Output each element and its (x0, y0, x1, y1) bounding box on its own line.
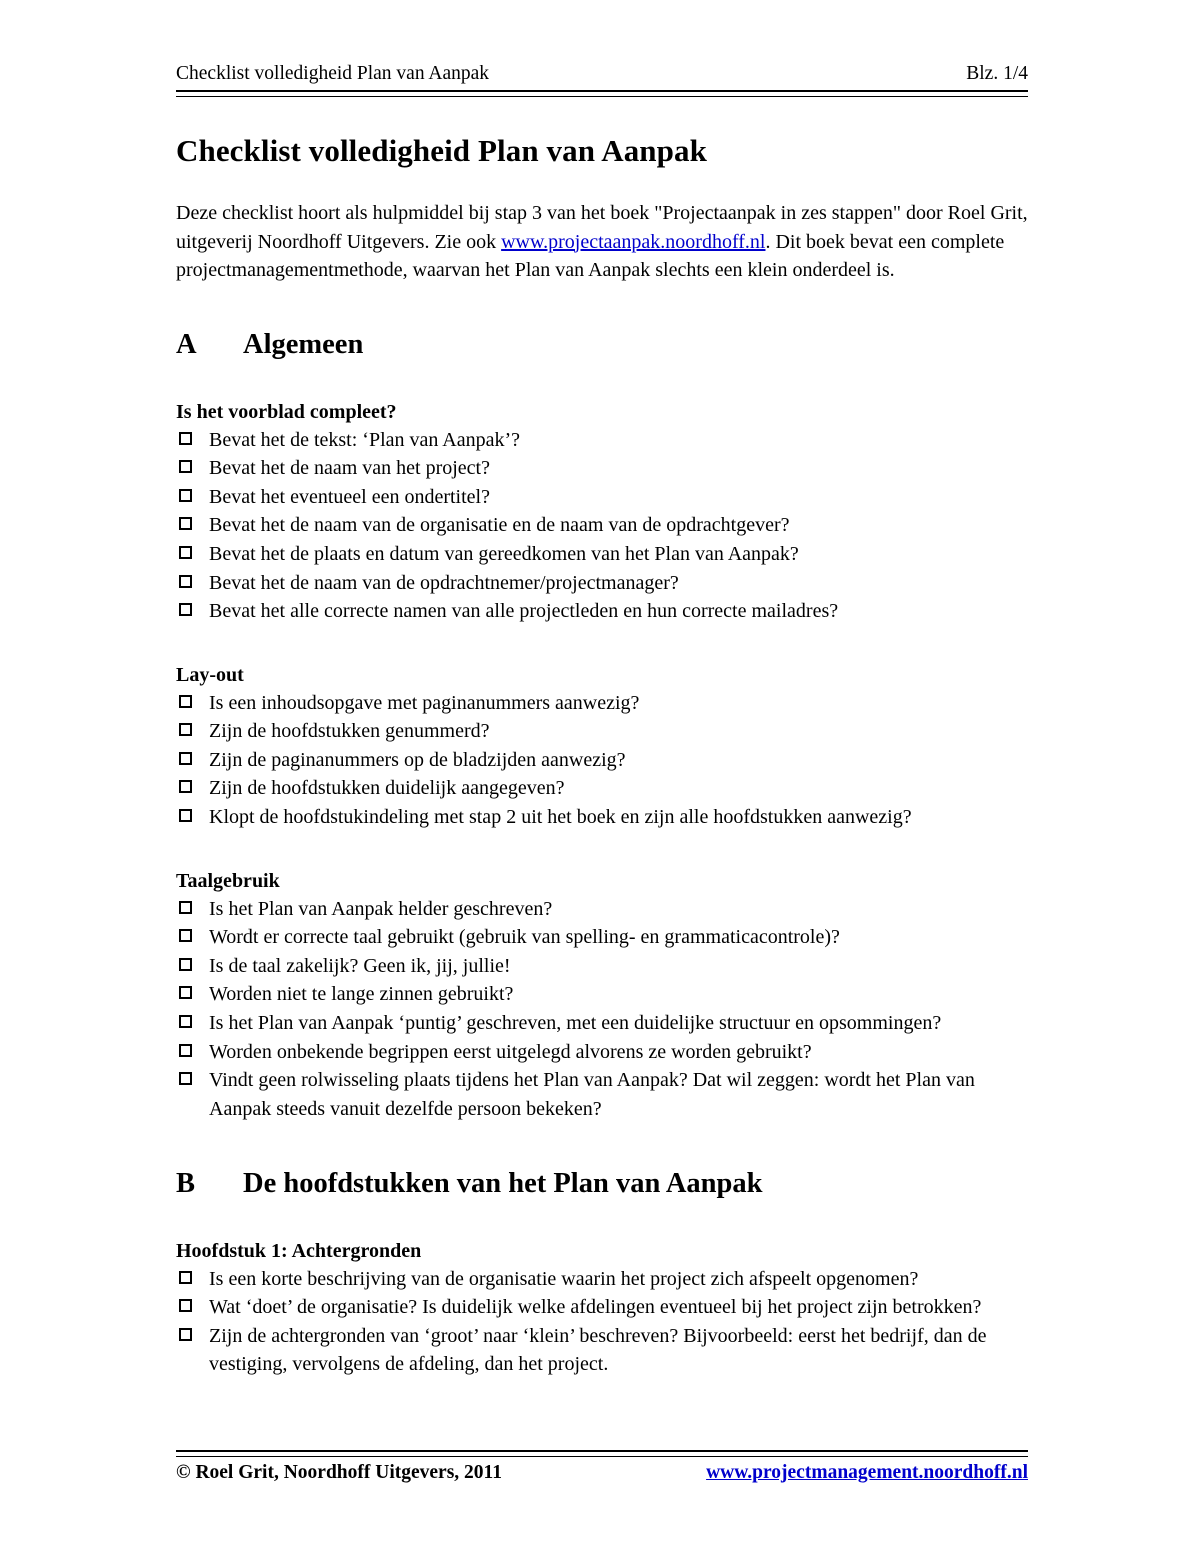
checklist (176, 689, 1028, 832)
checklist (176, 426, 1028, 626)
checklist-item-label: Worden niet te lange zinnen gebruikt? (209, 983, 514, 1006)
checklist-item-label: Zijn de paginanummers op de bladzijden aanwezig? (209, 748, 626, 771)
checkbox-icon[interactable] (179, 432, 192, 445)
checklist-item-label: Is het Plan van Aanpak helder geschreven? (209, 897, 553, 920)
checklist-item-label: Is de taal zakelijk? Geen ik, jij, jullie! (209, 954, 511, 977)
checklist-item-label: Wordt er correcte taal gebruikt (gebruik van spelling- en grammaticacontrole)? (209, 926, 840, 949)
checklist-item[interactable] (176, 1322, 1028, 1379)
checklist-item[interactable] (176, 717, 1028, 746)
footer-copyright: © Roel Grit, Noordhoff Uitgevers, 2011 (176, 1462, 502, 1483)
checklist-item-label: Bevat het de naam van de organisatie en de naam van de opdrachtgever? (209, 514, 790, 537)
checklist-item-label: Is het Plan van Aanpak ‘puntig’ geschreven, met een duidelijke structuur en opsommingen? (209, 1012, 942, 1035)
page-title: Checklist volledigheid Plan van Aanpak (176, 133, 707, 168)
checklist-item[interactable] (176, 540, 1028, 569)
section-heading-a (176, 328, 1028, 362)
checkbox-icon[interactable] (179, 695, 192, 708)
checkbox-icon[interactable] (179, 575, 192, 588)
checklist-item-label: Bevat het alle correcte namen van alle projectleden en hun correcte mailadres? (209, 600, 839, 623)
checklist-item-label: Vindt geen rolwisseling plaats tijdens het Plan van Aanpak? Dat wil zeggen: wordt het Plan van Aanpak steeds vanuit dezelfde persoon bekeken? (209, 1069, 975, 1120)
checklist-item-label: Zijn de hoofdstukken genummerd? (209, 720, 490, 743)
checkbox-icon[interactable] (179, 1015, 192, 1028)
projectaanpak-link[interactable]: www.projectaanpak.noordhoff.nl (501, 230, 766, 253)
checkbox-icon[interactable] (179, 1271, 192, 1284)
checkbox-icon[interactable] (179, 1072, 192, 1085)
section-letter: B (176, 1168, 196, 1200)
checkbox-icon[interactable] (179, 489, 192, 502)
checkbox-icon[interactable] (179, 780, 192, 793)
checklist-item[interactable] (176, 1038, 1028, 1067)
checkbox-icon[interactable] (179, 546, 192, 559)
checklist-item[interactable] (176, 1009, 1028, 1038)
checklist-item-label: Bevat het de naam van het project? (209, 457, 490, 480)
checklist-item[interactable] (176, 1066, 1028, 1123)
checklist-item-label: Bevat het de naam van de opdrachtnemer/projectmanager? (209, 571, 679, 594)
checklist-item[interactable] (176, 597, 1028, 626)
section-name: De hoofdstukken van het Plan van Aanpak (243, 1168, 763, 1200)
checklist (176, 895, 1028, 1124)
checklist-item[interactable] (176, 483, 1028, 512)
checkbox-icon[interactable] (179, 603, 192, 616)
checklist-item-label: Wat ‘doet’ de organisatie? Is duidelijk welke afdelingen eventueel bij het project zijn betrokken? (209, 1296, 982, 1319)
checklist-item[interactable] (176, 1293, 1028, 1322)
checklist-item-label: Zijn de hoofdstukken duidelijk aangegeven? (209, 777, 565, 800)
checklist-item[interactable] (176, 454, 1028, 483)
page-header (176, 62, 1028, 86)
checkbox-icon[interactable] (179, 809, 192, 822)
page-footer (176, 1461, 1028, 1485)
checklist-item[interactable] (176, 952, 1028, 981)
section-name: Algemeen (243, 329, 364, 361)
footer-divider-rule (176, 1450, 1028, 1457)
header-divider-rule (176, 90, 1028, 97)
section-heading-b (176, 1167, 1028, 1201)
checklist-item[interactable] (176, 746, 1028, 775)
checklist-item[interactable] (176, 980, 1028, 1009)
projectmanagement-link[interactable]: www.projectmanagement.noordhoff.nl (706, 1462, 1028, 1483)
intro-text-after-link: . Dit boek bevat een complete projectmanagementmethode, waarvan het Plan van Aanpak slechts een klein onderdeel is. (176, 230, 1005, 281)
checklist-item-label: Klopt de hoofdstukindeling met stap 2 uit het boek en zijn alle hoofdstukken aanwezig? (209, 806, 912, 829)
checkbox-icon[interactable] (179, 752, 192, 765)
checklist-item-label: Is een inhoudsopgave met paginanummers aanwezig? (209, 691, 640, 714)
checklist-group-heading: Lay-out (176, 663, 244, 686)
checklist-item[interactable] (176, 803, 1028, 832)
checklist-item-label: Worden onbekende begrippen eerst uitgelegd alvorens ze worden gebruikt? (209, 1040, 812, 1063)
checkbox-icon[interactable] (179, 723, 192, 736)
intro-paragraph (176, 199, 1028, 284)
checklist-group-heading: Hoofdstuk 1: Achtergronden (176, 1239, 422, 1262)
checkbox-icon[interactable] (179, 986, 192, 999)
checklist-item[interactable] (176, 689, 1028, 718)
checklist-item-label: Bevat het de tekst: ‘Plan van Aanpak’? (209, 428, 521, 451)
checkbox-icon[interactable] (179, 929, 192, 942)
checklist-item[interactable] (176, 426, 1028, 455)
checkbox-icon[interactable] (179, 1299, 192, 1312)
checklist-group-heading: Is het voorblad compleet? (176, 400, 397, 423)
document-body (176, 132, 1028, 1379)
checklist-item[interactable] (176, 774, 1028, 803)
checklist-item-label: Bevat het de plaats en datum van gereedkomen van het Plan van Aanpak? (209, 542, 799, 565)
checklist-item[interactable] (176, 923, 1028, 952)
checklist-item[interactable] (176, 511, 1028, 540)
checklist-item[interactable] (176, 895, 1028, 924)
header-page-number: Blz. 1/4 (966, 63, 1028, 84)
checklist-item-label: Zijn de achtergronden van ‘groot’ naar ‘klein’ beschreven? Bijvoorbeeld: eerst het bedrijf, dan de vestiging, vervolgens de afdeling, dan het project. (209, 1324, 987, 1376)
checkbox-icon[interactable] (179, 517, 192, 530)
checklist-item-label: Is een korte beschrijving van de organisatie waarin het project zich afspeelt opgenomen? (209, 1267, 919, 1290)
checklist-item[interactable] (176, 1265, 1028, 1294)
checkbox-icon[interactable] (179, 460, 192, 473)
intro-text-before-link: Deze checklist hoort als hulpmiddel bij stap 3 van het boek "Projectaanpak in zes stappen" door Roel Grit, uitgeverij Noordhoff Uitgevers. Zie ook (176, 202, 1028, 253)
checklist (176, 1265, 1028, 1379)
checkbox-icon[interactable] (179, 901, 192, 914)
section-letter: A (176, 329, 197, 361)
checkbox-icon[interactable] (179, 1328, 192, 1341)
header-title: Checklist volledigheid Plan van Aanpak (176, 63, 490, 84)
checkbox-icon[interactable] (179, 1044, 192, 1057)
checkbox-icon[interactable] (179, 958, 192, 971)
checklist-group-heading: Taalgebruik (176, 869, 280, 892)
sections-container (176, 328, 1028, 1379)
checklist-item-label: Bevat het eventueel een ondertitel? (209, 485, 490, 508)
checklist-item[interactable] (176, 569, 1028, 598)
